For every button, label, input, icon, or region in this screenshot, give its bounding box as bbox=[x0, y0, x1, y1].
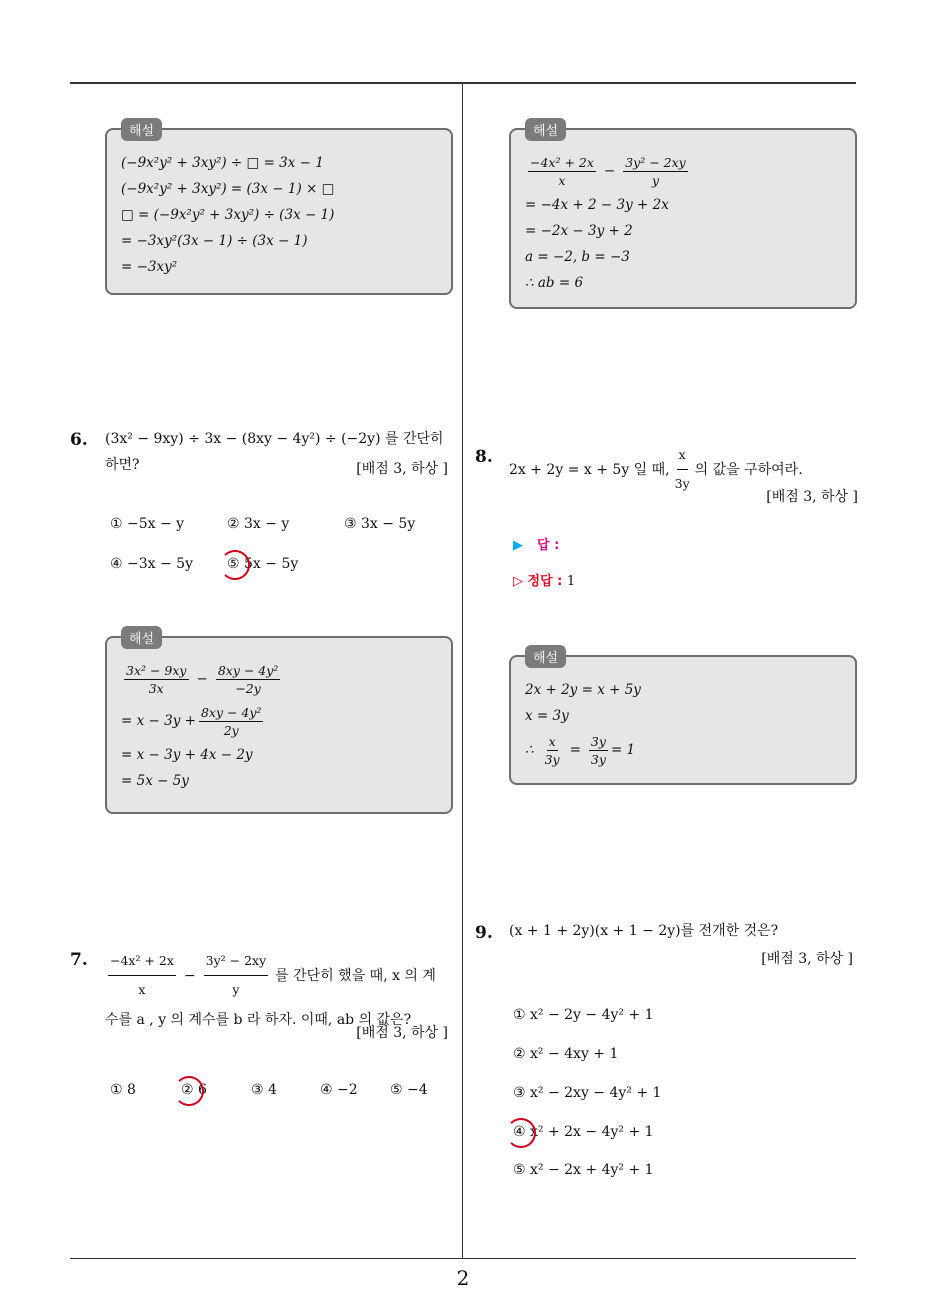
choice-3[interactable]: ③ x² − 2xy − 4y² + 1 bbox=[513, 1085, 662, 1101]
solution-line: = −3xy² bbox=[121, 259, 178, 275]
denominator: −2y bbox=[235, 680, 261, 696]
solution-line: = −2x − 3y + 2 bbox=[525, 223, 633, 239]
correct-answer-value: 1 bbox=[566, 574, 576, 589]
numerator: 8xy − 4y² bbox=[200, 704, 262, 720]
question-meta: [배점 3, 하상 ] bbox=[766, 489, 858, 505]
question-line bbox=[105, 948, 460, 1003]
solution-line: = −4x + 2 − 3y + 2x bbox=[525, 197, 669, 213]
choice-marker bbox=[513, 1124, 526, 1140]
answer-arrow-icon: ▶ bbox=[513, 538, 523, 553]
denominator: x bbox=[558, 172, 566, 188]
solution-line bbox=[525, 729, 841, 771]
solution-line: x = 3y bbox=[525, 708, 569, 724]
column-divider bbox=[462, 83, 463, 1258]
choice-5[interactable] bbox=[227, 556, 298, 572]
question-text-after: 를 간단히 했을 때, x 의 계 bbox=[275, 967, 436, 984]
solution-line bbox=[121, 658, 437, 700]
page-number: 2 bbox=[456, 1266, 470, 1290]
question-text-pre: 2x + 2y = x + 5y 일 때, bbox=[509, 461, 670, 478]
denominator: 3y bbox=[544, 751, 560, 767]
question-number: 6. bbox=[70, 430, 88, 450]
denominator: y bbox=[651, 172, 660, 188]
operator: = bbox=[569, 742, 581, 758]
denominator: 2y bbox=[223, 722, 239, 738]
choice-1[interactable]: ① x² − 2y − 4y² + 1 bbox=[513, 1007, 654, 1023]
numerator: 3y² − 2xy bbox=[625, 154, 686, 170]
solution-line bbox=[525, 150, 841, 192]
solution-line: = x − 3y + 4x − 2y bbox=[121, 747, 253, 763]
choice-text: x² + 2x − 4y² + 1 bbox=[530, 1124, 654, 1140]
choice-5[interactable]: ⑤ x² − 2x + 4y² + 1 bbox=[513, 1162, 654, 1178]
top-rule bbox=[70, 82, 856, 84]
choice-2[interactable]: ② x² − 4xy + 1 bbox=[513, 1046, 619, 1062]
fraction bbox=[543, 734, 562, 767]
expression: = x − 3y + bbox=[121, 713, 196, 729]
solution-line: ∴ ab = 6 bbox=[525, 275, 584, 291]
choice-number: ② bbox=[181, 1082, 194, 1098]
choice-marker bbox=[227, 556, 240, 572]
fraction bbox=[216, 663, 281, 696]
question-text bbox=[105, 948, 460, 1033]
numerator: x bbox=[677, 442, 688, 470]
numerator: −4x² + 2x bbox=[108, 948, 176, 976]
numerator: 3y² − 2xy bbox=[204, 948, 269, 976]
question-meta: [배점 3, 하상 ] bbox=[761, 951, 853, 967]
selected-answer-circle bbox=[506, 1118, 536, 1148]
solution-line bbox=[121, 700, 437, 742]
therefore-symbol: ∴ bbox=[525, 742, 534, 758]
question-number: 9. bbox=[475, 923, 493, 943]
fraction bbox=[528, 155, 596, 188]
selected-answer-circle bbox=[220, 550, 250, 580]
choice-2[interactable]: ② 3x − y bbox=[227, 516, 290, 532]
correct-answer bbox=[513, 570, 575, 589]
solution-box-q7 bbox=[509, 124, 857, 309]
correct-answer-label: ▷ 정답 : bbox=[513, 574, 563, 589]
operator: − bbox=[603, 163, 616, 179]
solution-label: 해설 bbox=[525, 645, 566, 668]
question-text-post: 의 값을 구하여라. bbox=[694, 461, 803, 478]
question-number: 7. bbox=[70, 950, 88, 970]
solution-box-q8 bbox=[509, 651, 857, 785]
solution-line: (−9x²y² + 3xy²) ÷ □ = 3x − 1 bbox=[121, 155, 324, 171]
solution-label: 해설 bbox=[121, 626, 162, 649]
answer-label: 답 : bbox=[537, 538, 560, 553]
numerator: x bbox=[548, 733, 556, 749]
solution-label: 해설 bbox=[525, 118, 566, 141]
denominator: 3y bbox=[674, 476, 690, 491]
choice-4[interactable]: ④ −2 bbox=[320, 1082, 358, 1098]
answer-field[interactable] bbox=[513, 534, 559, 553]
choice-4[interactable]: ④ −3x − 5y bbox=[110, 556, 193, 572]
fraction bbox=[124, 663, 189, 696]
numerator: 8xy − 4y² bbox=[217, 662, 279, 678]
solution-line: (−9x²y² + 3xy²) = (3x − 1) × □ bbox=[121, 181, 335, 197]
choice-3[interactable]: ③ 3x − 5y bbox=[344, 516, 416, 532]
choice-2[interactable] bbox=[181, 1082, 207, 1098]
choice-number: ⑤ bbox=[227, 556, 240, 572]
question-line: 수를 a , y 의 계수를 b 라 하자. 이때, ab 의 값은? bbox=[105, 1012, 412, 1028]
operator: − bbox=[183, 967, 196, 984]
selected-answer-circle bbox=[174, 1076, 204, 1106]
choice-marker bbox=[181, 1082, 194, 1098]
fraction bbox=[589, 734, 608, 767]
bottom-rule bbox=[70, 1258, 856, 1259]
question-text: (x + 1 + 2y)(x + 1 − 2y)를 전개한 것은? bbox=[509, 923, 779, 939]
question-number: 8. bbox=[475, 447, 493, 467]
numerator: 3x² − 9xy bbox=[126, 662, 187, 678]
fraction bbox=[108, 948, 176, 1003]
fraction bbox=[673, 442, 692, 497]
fraction bbox=[623, 155, 688, 188]
question-meta: [배점 3, 하상 ] bbox=[356, 461, 448, 477]
solution-line: □ = (−9x²y² + 3xy²) ÷ (3x − 1) bbox=[121, 207, 335, 223]
choice-5[interactable]: ⑤ −4 bbox=[390, 1082, 428, 1098]
solution-label: 해설 bbox=[121, 118, 162, 141]
choice-1[interactable]: ① −5x − y bbox=[110, 516, 185, 532]
denominator: y bbox=[232, 982, 240, 997]
solution-line: a = −2, b = −3 bbox=[525, 249, 630, 265]
denominator: 3y bbox=[590, 751, 606, 767]
question-line: 하면? bbox=[105, 457, 140, 473]
denominator: x bbox=[138, 982, 146, 997]
fraction bbox=[204, 948, 269, 1003]
choice-4[interactable] bbox=[513, 1124, 654, 1140]
solution-line: = 5x − 5y bbox=[121, 773, 189, 789]
choice-number: ④ bbox=[513, 1124, 526, 1140]
solution-box-q6 bbox=[105, 632, 453, 814]
expression: = 1 bbox=[610, 742, 636, 758]
numerator: −4x² + 2x bbox=[530, 154, 594, 170]
fraction bbox=[199, 705, 264, 738]
denominator: 3x bbox=[148, 680, 164, 696]
solution-line: 2x + 2y = x + 5y bbox=[525, 682, 641, 698]
choice-3[interactable]: ③ 4 bbox=[251, 1082, 277, 1098]
solution-box-q5 bbox=[105, 124, 453, 295]
question-meta: [배점 3, 하상 ] bbox=[356, 1025, 448, 1041]
choice-text: 5x − 5y bbox=[244, 556, 299, 572]
operator: − bbox=[196, 671, 208, 687]
choice-text: 6 bbox=[198, 1082, 207, 1098]
choice-1[interactable]: ① 8 bbox=[110, 1082, 136, 1098]
solution-line: = −3xy²(3x − 1) ÷ (3x − 1) bbox=[121, 233, 308, 249]
numerator: 3y bbox=[590, 733, 606, 749]
question-line: (3x² − 9xy) ÷ 3x − (8xy − 4y²) ÷ (−2y) 를 간단히 bbox=[105, 431, 444, 447]
